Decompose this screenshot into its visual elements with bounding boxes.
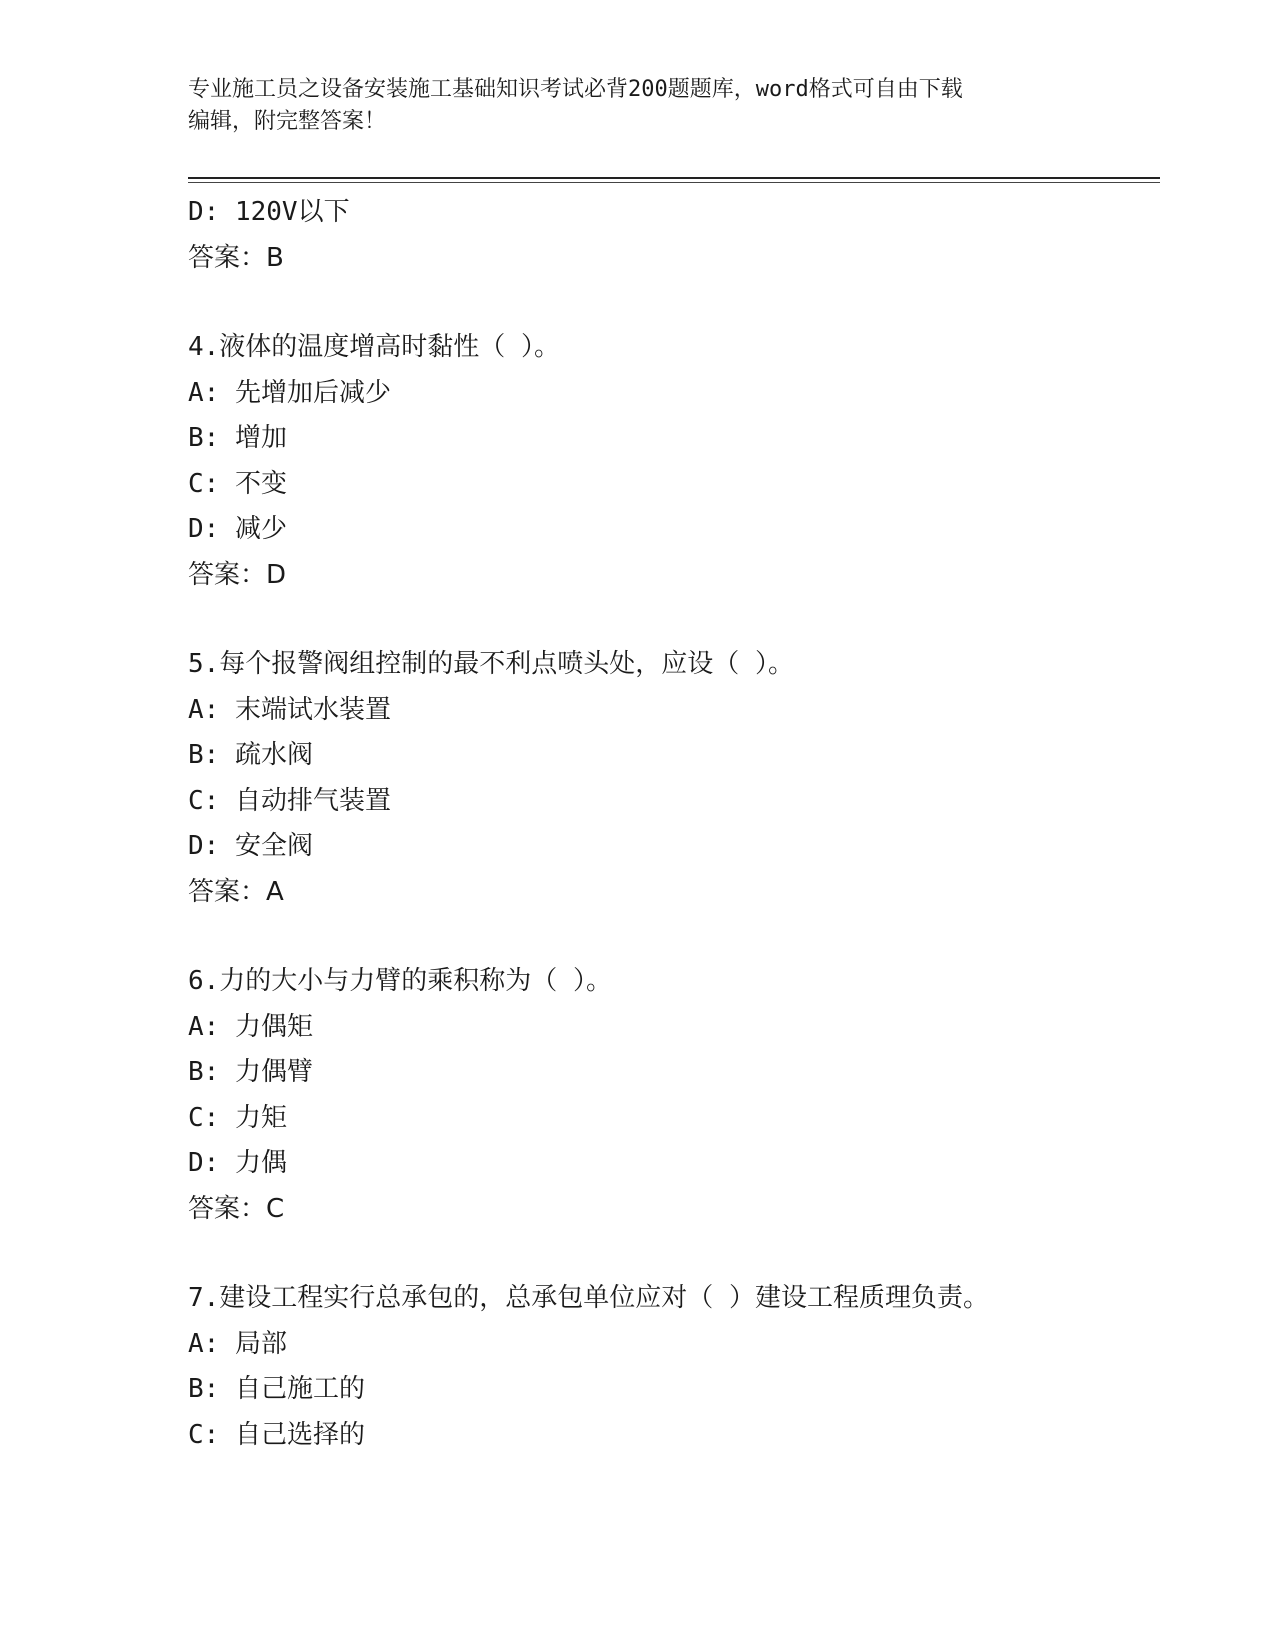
question-gap xyxy=(188,598,1160,642)
option-c: C: 自动排气装置 xyxy=(188,785,391,816)
option-a: A: 末端试水装置 xyxy=(188,694,391,725)
question-list xyxy=(188,190,1160,1458)
header-divider-thick xyxy=(188,177,1160,179)
option-d: D: 120V以下 xyxy=(188,197,350,227)
option-c: C: 自己选择的 xyxy=(188,1419,365,1450)
option-b: B: 增加 xyxy=(188,423,287,453)
option-d: D: 力偶 xyxy=(188,1148,287,1178)
option-a: A: 先增加后减少 xyxy=(188,377,391,408)
question-5 xyxy=(188,642,1160,915)
option-a: A: 力偶矩 xyxy=(188,1011,313,1042)
question-gap xyxy=(188,281,1160,325)
question-4 xyxy=(188,325,1160,598)
header-title-line-1: 专业施工员之设备安装施工基础知识考试必背200题题库，word格式可自由下载 xyxy=(188,77,963,102)
option-a: A: 局部 xyxy=(188,1328,287,1359)
option-c: C: 不变 xyxy=(188,468,287,499)
header-title-line-2: 编辑，附完整答案！ xyxy=(188,109,387,134)
question-3-continuation xyxy=(188,190,1160,281)
answer-line: 答案：D xyxy=(188,559,287,590)
document-header xyxy=(188,74,1068,138)
option-d: D: 减少 xyxy=(188,514,287,544)
header-divider-thin xyxy=(188,182,1160,183)
option-b: B: 疏水阀 xyxy=(188,740,313,770)
question-stem: 5.每个报警阀组控制的最不利点喷头处，应设（ ）。 xyxy=(188,649,794,679)
question-stem: 4.液体的温度增高时黏性（ ）。 xyxy=(188,332,560,362)
question-gap xyxy=(188,1232,1160,1276)
option-b: B: 力偶臂 xyxy=(188,1057,313,1087)
answer-line: 答案：C xyxy=(188,1193,285,1224)
option-d: D: 安全阀 xyxy=(188,831,313,861)
question-6 xyxy=(188,959,1160,1232)
question-7 xyxy=(188,1276,1160,1458)
question-stem: 6.力的大小与力臂的乘积称为（ ）。 xyxy=(188,966,612,996)
option-b: B: 自己施工的 xyxy=(188,1374,365,1404)
option-c: C: 力矩 xyxy=(188,1102,287,1133)
answer-line: 答案：B xyxy=(188,242,284,273)
answer-line: 答案：A xyxy=(188,876,284,907)
question-stem: 7.建设工程实行总承包的，总承包单位应对（ ）建设工程质理负责。 xyxy=(188,1283,989,1313)
question-gap xyxy=(188,915,1160,959)
